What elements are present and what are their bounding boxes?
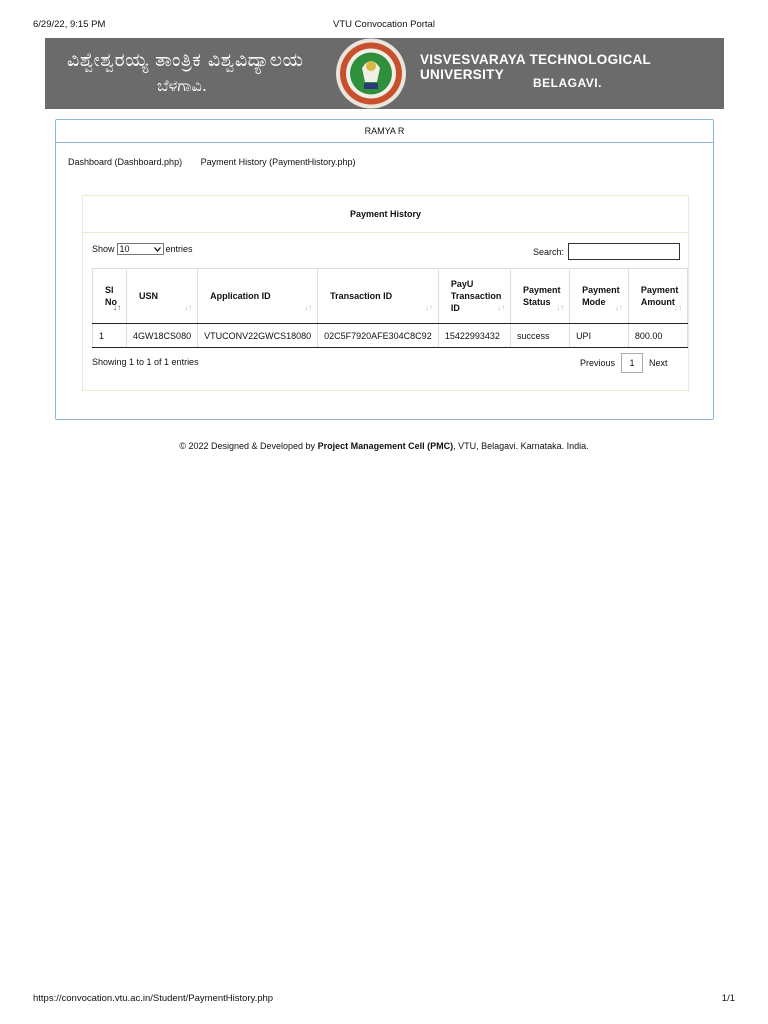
column-header-sl-no[interactable]: Sl No ↓↑ xyxy=(93,269,127,324)
cell-payu-transaction-id: 15422993432 xyxy=(438,324,510,348)
sort-icon: ↓↑ xyxy=(496,303,505,312)
entries-select-value: 10 xyxy=(119,244,130,254)
column-header-payment-amount[interactable]: Payment Amount ↓↑ xyxy=(628,269,687,324)
print-page-title: VTU Convocation Portal xyxy=(333,19,435,30)
site-footer xyxy=(0,441,768,451)
user-name-header: RAMYA R xyxy=(56,120,713,143)
banner-english-title: VISVESVARAYA TECHNOLOGICAL UNIVERSITY xyxy=(420,52,651,82)
search-input[interactable] xyxy=(568,243,680,260)
sort-icon: ↓↑ xyxy=(304,303,313,312)
footer-prefix: © 2022 Designed & Developed by xyxy=(179,441,318,451)
payment-history-table xyxy=(92,268,688,348)
sort-icon: ↓↑ xyxy=(424,303,433,312)
university-banner xyxy=(45,38,724,109)
print-header xyxy=(0,19,768,31)
cell-usn: 4GW18CS080 xyxy=(127,324,198,348)
footer-suffix: , VTU, Belagavi. Karnataka. India. xyxy=(453,441,589,451)
column-header-transaction-id[interactable]: Transaction ID ↓↑ xyxy=(318,269,439,324)
entries-select[interactable] xyxy=(117,243,164,255)
nav-dashboard-link[interactable]: Dashboard (Dashboard.php) xyxy=(68,157,183,167)
chevron-down-icon xyxy=(154,244,161,254)
print-page-number: 1/1 xyxy=(721,993,735,1004)
main-card xyxy=(55,119,714,420)
sort-icon: ↓↑ xyxy=(614,303,623,312)
banner-kannada-city: ಬೆಳಗಾವಿ. xyxy=(157,76,207,95)
column-header-payment-status[interactable]: Payment Status ↓↑ xyxy=(510,269,569,324)
table-header-row xyxy=(93,269,688,324)
cell-payment-mode: UPI xyxy=(570,324,629,348)
page-1-button[interactable]: 1 xyxy=(621,353,643,373)
print-datetime: 6/29/22, 9:15 PM xyxy=(33,19,106,30)
print-url: https://convocation.vtu.ac.in/Student/PaymentHistory.php xyxy=(33,993,274,1004)
table-info: Showing 1 to 1 of 1 entries xyxy=(92,357,199,367)
column-header-payu-transaction-id[interactable]: PayU Transaction ID ↓↑ xyxy=(438,269,510,324)
nav-links xyxy=(68,157,371,167)
search-control xyxy=(533,243,680,260)
payment-history-panel xyxy=(82,195,689,391)
university-logo-icon xyxy=(335,38,407,109)
column-header-application-id[interactable]: Application ID ↓↑ xyxy=(198,269,318,324)
entries-label: entries xyxy=(165,244,193,254)
previous-page-button[interactable]: Previous xyxy=(580,358,616,368)
column-header-payment-mode[interactable]: Payment Mode ↓↑ xyxy=(570,269,629,324)
entries-length-control xyxy=(92,243,193,255)
sort-icon: ↓↑ xyxy=(674,303,682,312)
column-header-usn[interactable]: USN ↓↑ xyxy=(127,269,198,324)
panel-title: Payment History xyxy=(83,196,688,233)
cell-payment-amount: 800.00 xyxy=(628,324,687,348)
sort-asc-icon: ↓↑ xyxy=(113,303,122,312)
nav-payment-history-link[interactable]: Payment History (PaymentHistory.php) xyxy=(200,157,356,167)
search-label: Search: xyxy=(533,246,565,257)
sort-icon: ↓↑ xyxy=(184,303,193,312)
banner-english-city: BELAGAVI. xyxy=(533,76,602,90)
banner-kannada-title: ವಿಶ್ವೇಶ್ವರಯ್ಯ ತಾಂತ್ರಿಕ ವಿಶ್ವವಿದ್ಯಾಲಯ xyxy=(67,49,304,71)
sort-icon: ↓↑ xyxy=(556,303,565,312)
cell-sl-no: 1 xyxy=(93,324,127,348)
cell-application-id: VTUCONV22GWCS18080 xyxy=(198,324,318,348)
next-page-button[interactable]: Next xyxy=(649,358,668,368)
show-label: Show xyxy=(92,244,115,254)
table-row xyxy=(93,324,688,348)
pagination xyxy=(574,353,674,373)
footer-org: Project Management Cell (PMC) xyxy=(317,441,454,451)
cell-transaction-id: 02C5F7920AFE304C8C92 xyxy=(318,324,439,348)
cell-payment-status: success xyxy=(510,324,569,348)
